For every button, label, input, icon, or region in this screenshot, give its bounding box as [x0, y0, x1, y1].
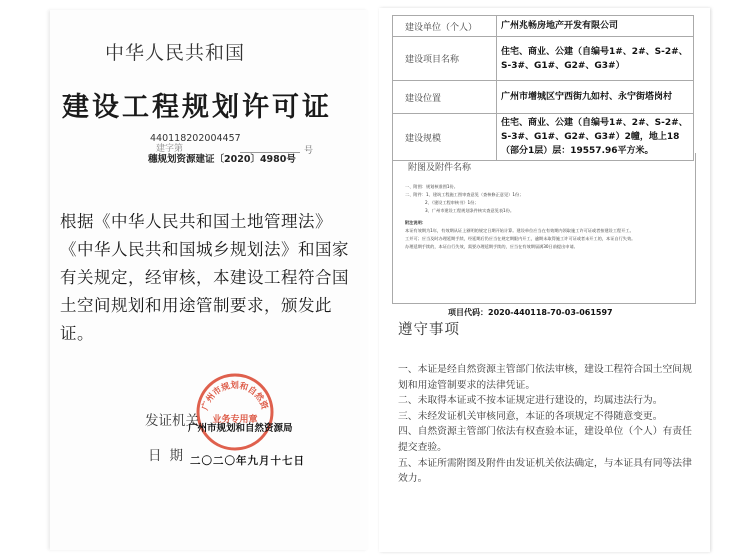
note-item: 四、自然资源主管部门依法有权查验本证，建设单位（个人）有责任提交查验。: [398, 426, 692, 453]
certificate-code-faint: 建字第: [156, 144, 184, 154]
row-label: 建设位置: [393, 81, 497, 114]
project-info-table: [392, 15, 694, 161]
attachment-line: 附注说明：: [405, 220, 426, 225]
official-seal: [195, 372, 275, 452]
attachments-list: [405, 183, 690, 251]
row-value: 广州兆畅房地产开发有限公司: [497, 16, 694, 37]
row-label: 建设规模: [393, 114, 497, 161]
attachment-line: 本证有效期为1年，有效期从证上颁明的规定日期开始计算。建设单位应当在有效期内领取施工许可证或者按建设工程开工。: [405, 228, 634, 233]
note-item: 三、未经发证机关审核同意，本证的各项规定不得随意变更。: [398, 410, 663, 422]
attachment-line: 工并可；应当及时办理延期手续，经延期后仍应当在规定期限内开工，逾期未取得施工许可证或者未开工的，本证自行失效。: [405, 236, 636, 241]
date-label: 日期: [148, 448, 191, 464]
row-value: 住宅、商业、公建（自编号1#、2#、S-2#、S-3#、G1#、G2#、G3#）: [497, 37, 694, 81]
attachment-line: 2、《建设工程审核书》1份；: [425, 200, 479, 205]
country-heading: 中华人民共和国: [105, 42, 246, 64]
row-value: 广州市增城区宁西街九如村、永宁街塔岗村: [497, 81, 694, 114]
attachment-line: 一、附图：规划核准图1份。: [405, 184, 458, 189]
row-label: 建设项目名称: [393, 37, 497, 81]
issuer-name: 广州市规划和自然资源局: [188, 423, 293, 434]
note-item: 二、未取得本证或不按本证规定进行建设的，均属违法行为。: [398, 395, 663, 407]
project-code: 项目代码：2020-440118-70-03-061597: [448, 308, 613, 317]
attachments-title: 附图及附件名称: [408, 163, 472, 173]
notes-title: 遵守事项: [398, 322, 460, 338]
seal-text-bottom: 业务专用章: [212, 415, 258, 425]
note-item: 一、本证是经自然资源主管部门依法审核，建设工程符合国土空间规划和用途管制要求的法律凭证。: [398, 364, 692, 391]
attachment-line: 二、附件：1、建筑工程施工图审查意见（查核修正意见）1份；: [405, 192, 524, 197]
number-suffix: 号: [304, 146, 314, 156]
row-label: 建设单位（个人）: [393, 16, 497, 37]
issue-date: 二〇二〇年九月十七日: [190, 455, 305, 467]
certificate-title: 建设工程规划许可证: [62, 92, 332, 123]
document-reference: 穗规划资源建证〔2020〕4980号: [148, 154, 296, 165]
notes-list: [398, 362, 698, 487]
certificate-body-text: 根据《中华人民共和国土地管理法》《中华人民共和国城乡规划法》和国家有关规定，经审核，本建设工程符合国土空间规划和用途管制要求，颁发此证。: [60, 212, 349, 343]
table-row: [393, 16, 694, 37]
note-item: 五、本证所需附图及附件由发证机关依法确定，与本证具有同等法律效力。: [398, 457, 692, 485]
seal-text-top: 广州市规划和自然资: [200, 380, 270, 412]
row-value: 住宅、商业、公建（自编号1#、2#、S-2#、S-3#、G1#、G2#、G3#）2幢，地上18（部分1层）层：19557.96平方米。: [497, 114, 694, 161]
table-row: [393, 37, 694, 81]
certificate-number: 440118202004457: [150, 133, 241, 144]
issuer-label: 发证机关: [145, 413, 199, 429]
attachment-line: 3、广州市建设工程规划条件核实查意见表1份。: [425, 208, 515, 213]
attachment-line: 办理延期手续的，本证自行失效，需要办理延期手续的，应当在有效期届满30日前提出申请。: [405, 244, 578, 249]
table-row: [393, 81, 694, 114]
